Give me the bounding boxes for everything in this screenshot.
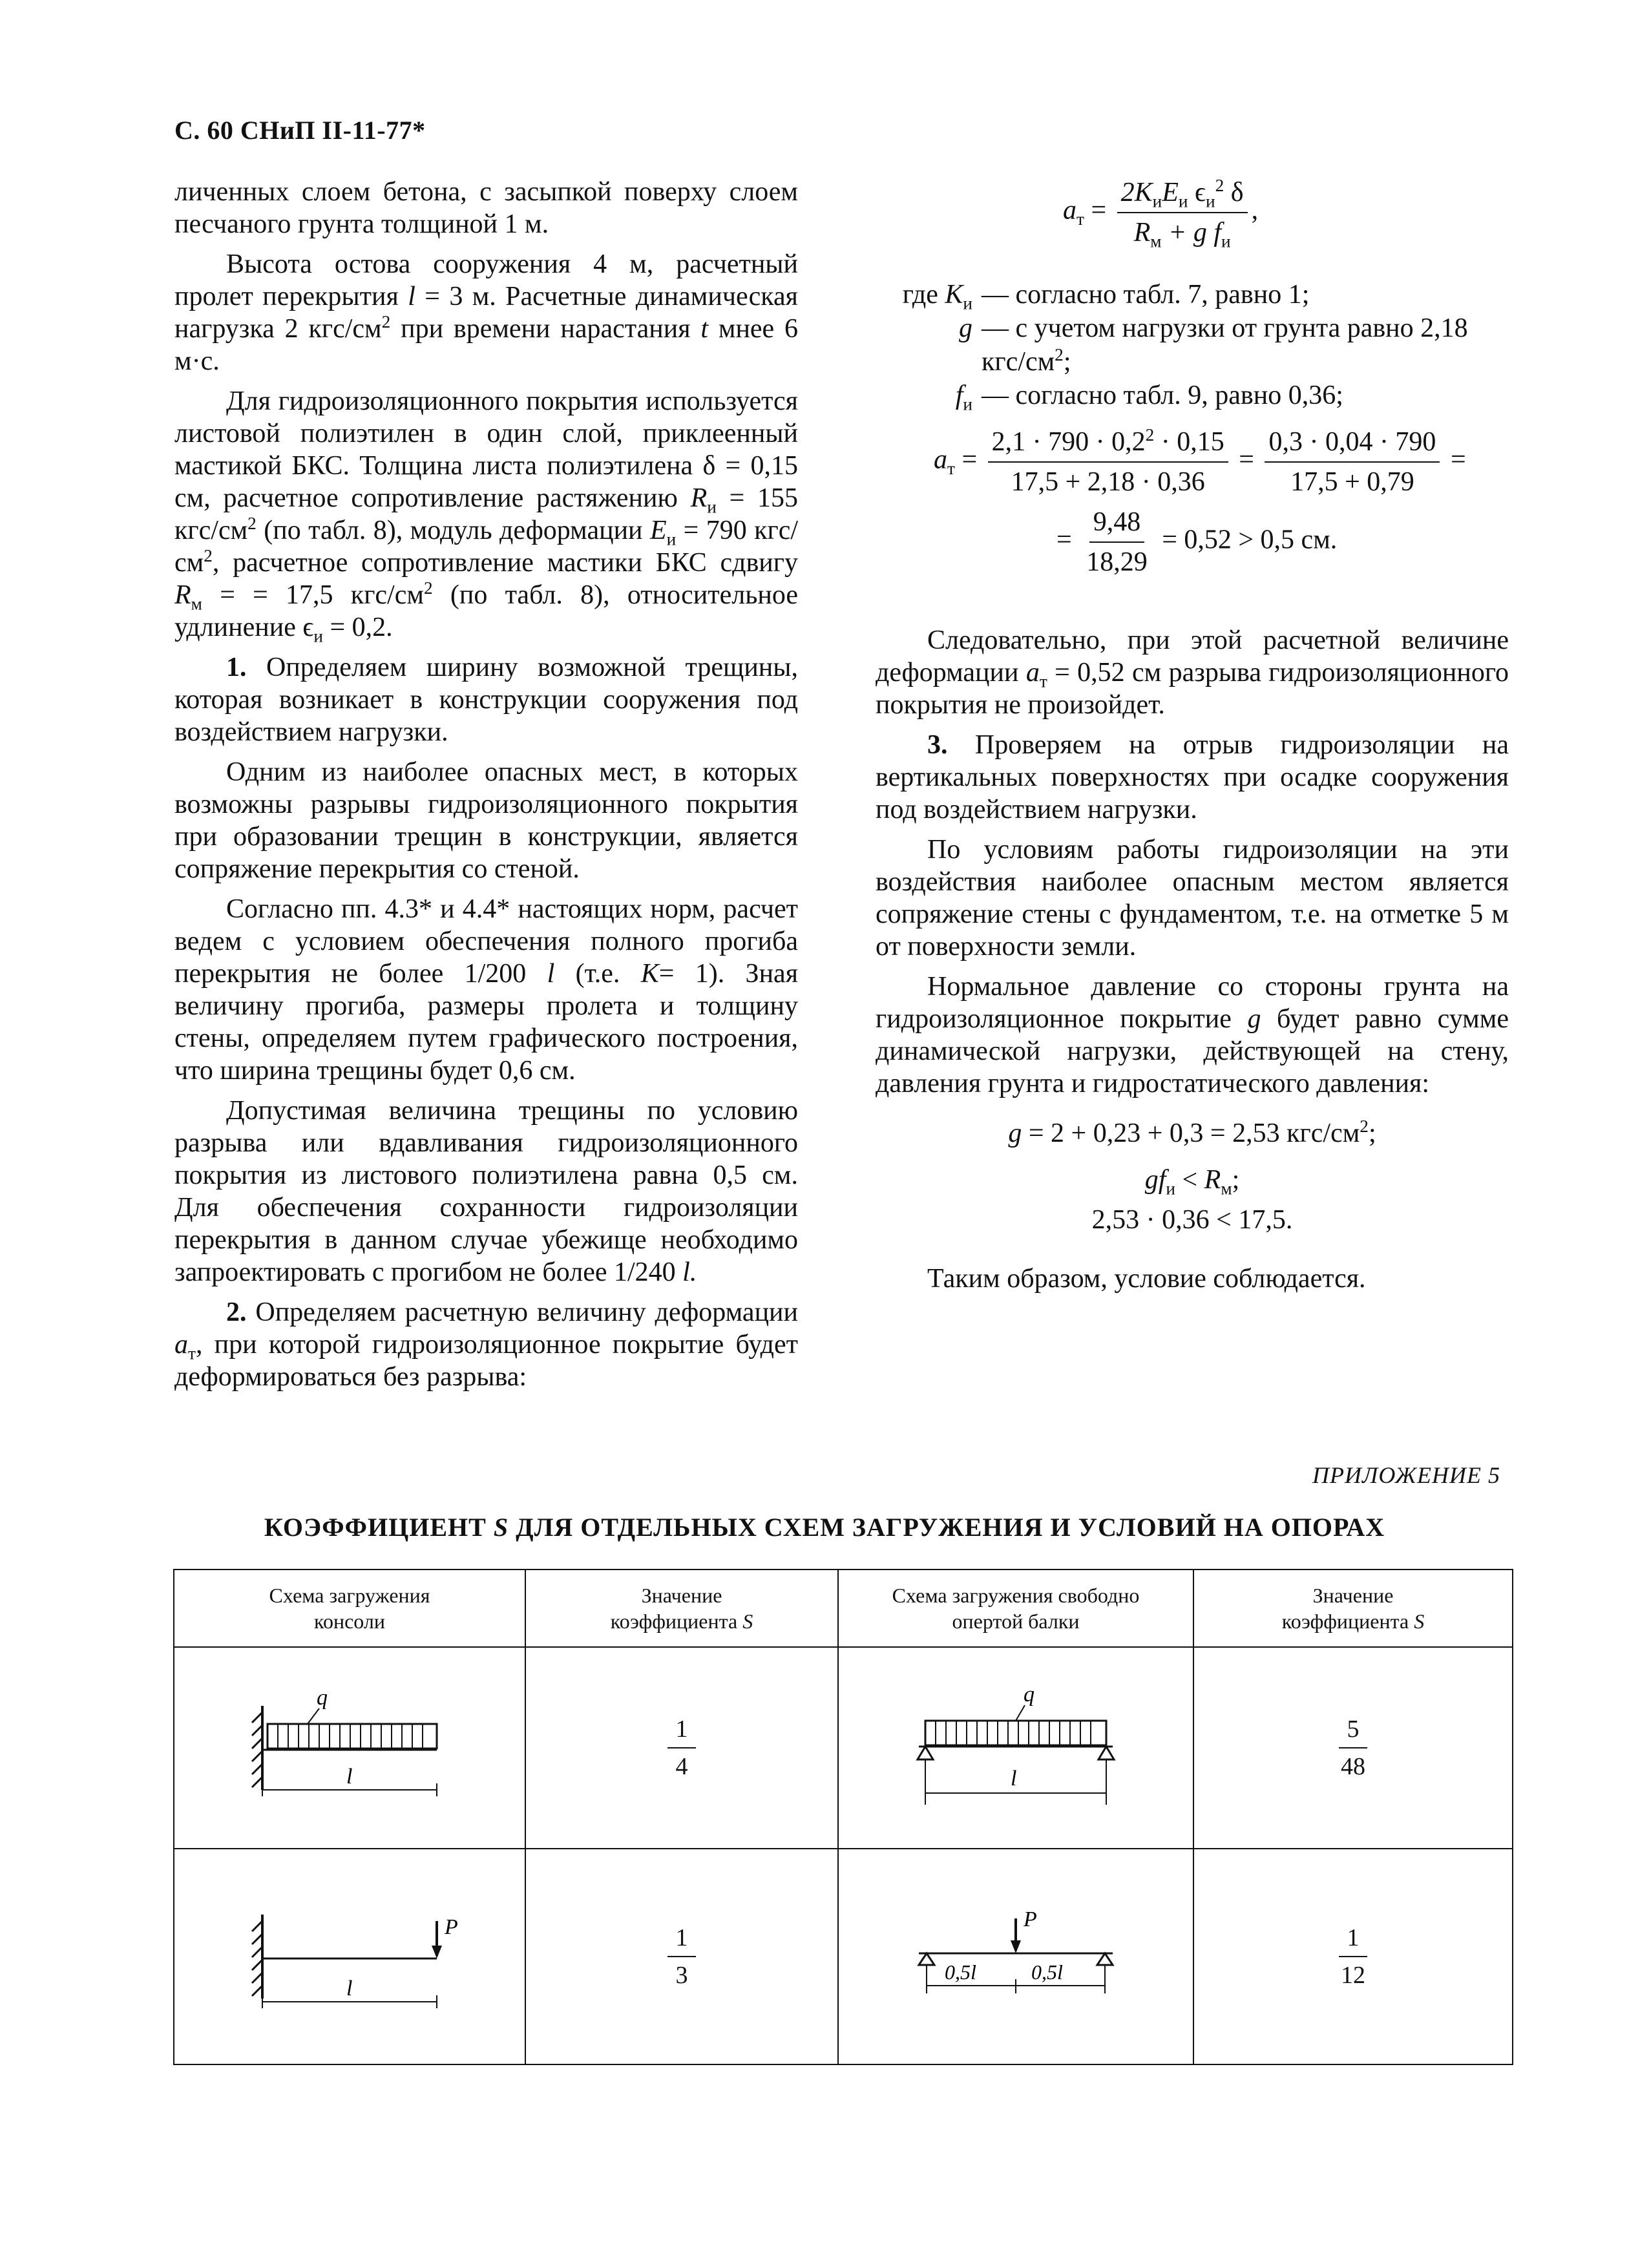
where-row: где $K_и$ — согласно табл. 7, равно 1; [902,280,1310,313]
paragraph: Одним из наиболее опасных мест, в которых возможны разрывы гидроизоляционного покрытия при образовании трещин в конструкции, является сопряжение перекрытия со стеной. [174,757,798,884]
cantilever-distributed-load-diagram [174,1647,525,1849]
svg-text:0,5l: 0,5l [945,1960,976,1984]
svg-text:l: l [346,1765,353,1789]
paragraph: личенных слоем бетона, с засыпкой поверху слоем песчаного грунта толщиной 1 м. [174,177,798,239]
svg-text:l: l [346,1977,353,2000]
beam-distributed-load-diagram [838,1647,1193,1849]
cantilever-point-load-diagram [174,1849,525,2064]
svg-text:0,5l: 0,5l [1031,1960,1063,1984]
svg-text:q: q [1024,1683,1035,1706]
paragraph: Таким образом, условие соблюдается. [927,1264,1366,1294]
page-header: С. 60 СНиП II-11-77* [174,116,426,145]
equation-condition: $gf_и < R_м$; [1144,1165,1240,1199]
header-coefficient: Значение коэффициента S [1193,1570,1513,1647]
coefficient-table [173,1569,1513,2065]
header-coefficient: Значение коэффициента S [525,1570,838,1647]
coefficient-value: $\frac{1}{12}$ [1193,1849,1513,2064]
equation-check: 2,53 · 0,36 < 17,5. [1091,1205,1293,1235]
svg-text:P: P [1024,1907,1037,1931]
appendix-title: КОЭФФИЦИЕНТ S ДЛЯ ОТДЕЛЬНЫХ СХЕМ ЗАГРУЖЕНИЯ И УСЛОВИЙ НА ОПОРАХ [264,1513,1385,1542]
paragraph: Следовательно, при этой расчетной величине деформации $a_т = 0,52$ см разрыва гидроизоляционного покрытия не произойдет. [876,625,1509,720]
where-row: $f_и$ — согласно табл. 9, равно 0,36; [955,381,1343,414]
beam-point-load-diagram [838,1849,1193,2064]
paragraph: По условиям работы гидроизоляции на эти воздействия наиболее опасным местом является сопряжение стены с фундаментом, т.е. на отметке 5 м от поверхности земли. [876,835,1509,961]
coefficient-value: $\frac{1}{4}$ [525,1647,838,1849]
paragraph: Согласно пп. 4.3* и 4.4* настоящих норм, расчет ведем с условием обеспечения полного прогиба перекрытия не более 1/200 l (т.е. K= 1). Зная величину прогиба, размеры пролета и толщину стены, определяем путем графического построения, что ширина трещины будет 0,6 см. [174,894,799,1086]
paragraph: Высота остова сооружения 4 м, расчетный пролет перекрытия l = 3 м. Расчетные динамическая нагрузка 2 кгс/$см^2$ при времени нарастания t мнее 6 м·с. [174,249,799,376]
svg-text:l: l [1011,1767,1017,1790]
paragraph: 3. Проверяем на отрыв гидроизоляции на вертикальных поверхностях при осадке сооружения под воздействием нагрузки. [876,730,1509,824]
paragraph: Нормальное давление со стороны грунта на гидроизоляционное покрытие g будет равно сумме динамической нагрузки, действующей на стену, давления грунта и гидростатического давления: [876,972,1509,1098]
paragraph: Для гидроизоляционного покрытия используется листовой полиэтилен в один слой, приклеенный мастикой БКС. Толщина листа полиэтилена δ = 0,15 см, расчетное сопротивление растяжению $R_и = 155$ кгс/$см^2$ (по табл. 8), модуль деформации $E_и = 790$ кгс/$см^2$, расчетное сопротивление мастики БКС сдвигу $R_м$ = = 17,5 кгс/$см^2$ (по табл. 8), относительное удлинение $\epsilon_и = 0,2$. [174,386,799,646]
header-beam-scheme: Схема загружения свободно опертой балки [838,1570,1193,1647]
left-column [174,176,798,1401]
where-row: g — с учетом нагрузки от грунта равно 2,18 кгс/$см^2$; [959,313,1468,377]
right-column [876,176,1509,1303]
paragraph: 1. Определяем ширину возможной трещины, которая возникает в конструкции сооружения под воздействием нагрузки. [174,653,798,747]
svg-text:P: P [445,1915,458,1939]
where-list [876,278,1509,412]
formula-calculation: $a_т$ = $\frac{2,1 \cdot 790 \cdot 0,2^2 \cdot 0,15}{17,5 + 2,18 \cdot 0,36}$ = $\frac{0,3 \cdot 0,04 \cdot 790}{17,5 + 0,79}$ = [934,425,1466,497]
coefficient-value: $\frac{5}{48}$ [1193,1647,1513,1849]
coefficient-value: $\frac{1}{3}$ [525,1849,838,2064]
paragraph: Допустимая величина трещины по условию разрыва или вдавливания гидроизоляционного покрытия из листового полиэтилена равна 0,5 см. Для обеспечения сохранности гидроизоляции перекрытия в данном случае убежище необходимо запроектировать с прогибом не более 1/240 l. [174,1096,798,1287]
equation-pressure: g = 2 + 0,23 + 0,3 = 2,53 кгс/$см^2$; [1008,1117,1376,1148]
header-cantilever-scheme: Схема загружения консоли [174,1570,525,1647]
formula-result: = $\frac{9,48}{18,29}$ = 0,52 > 0,5 см. [876,505,1509,579]
appendix-label: ПРИЛОЖЕНИЕ 5 [1312,1462,1500,1488]
svg-text:q: q [317,1686,328,1710]
formula-deformation: $a_т$ = $\frac{2K_иE_и \epsilon_и^2 \delta}{R_м + g f_и}$ , [1063,176,1259,251]
paragraph: 2. Определяем расчетную величину деформации $a_т$, при которой гидроизоляционное покрытие будет деформироваться без разрыва: [174,1297,798,1392]
